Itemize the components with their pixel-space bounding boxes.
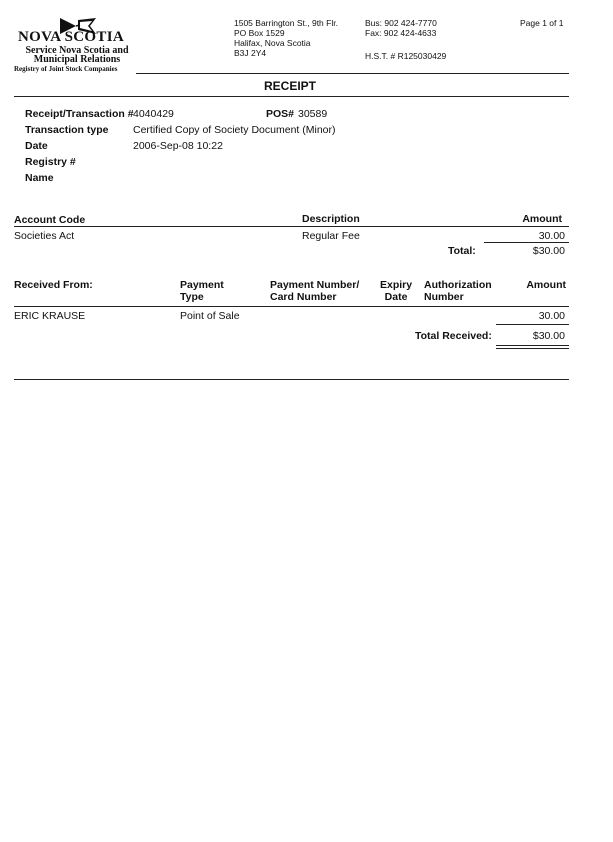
payment-received-from-cell: ERIC KRAUSE (14, 310, 86, 322)
fee-amount-cell: 30.00 (538, 230, 565, 242)
fee-description-cell: Regular Fee (302, 230, 360, 242)
org-name-line3: Registry of Joint Stock Companies (14, 65, 118, 73)
page-number: Page 1 of 1 (520, 18, 564, 28)
date-label: Date (25, 140, 48, 152)
payment-header-rule (14, 306, 569, 307)
col-auth-line1: Authorization (424, 279, 492, 291)
col-expiry-line1: Expiry (380, 279, 413, 291)
payment-subtotal-rule (496, 324, 569, 325)
address-line: B3J 2Y4 (234, 48, 267, 58)
col-received-from: Received From: (14, 279, 93, 291)
pos-value: 30589 (298, 108, 328, 120)
col-payment-number-line1: Payment Number/ (270, 279, 360, 291)
col-payment-type (180, 279, 224, 303)
col-description: Description (302, 213, 360, 225)
address-line: 1505 Barrington St., 9th Flr. (234, 18, 338, 28)
address-block (234, 18, 338, 58)
hst-number: H.S.T. # R125030429 (365, 51, 447, 61)
col-amount: Amount (522, 213, 562, 225)
col-expiry-date (380, 279, 412, 303)
page-title: RECEIPT (264, 79, 317, 93)
fees-total-value: $30.00 (532, 245, 565, 257)
col-payment-number-line2: Card Number (270, 291, 337, 303)
total-received-label: Total Received: (415, 330, 492, 342)
footer-rule (14, 379, 569, 380)
transaction-type-label: Transaction type (25, 124, 109, 136)
payment-amount-cell: 30.00 (538, 310, 565, 322)
total-double-rule-2 (496, 348, 569, 349)
fees-header-rule (14, 226, 569, 227)
pos-label: POS# (266, 108, 295, 120)
phone-bus: Bus: 902 424-7770 (365, 18, 437, 28)
title-rule-top (136, 73, 569, 74)
fees-total-label: Total: (448, 245, 476, 257)
fee-account-cell: Societies Act (14, 230, 75, 242)
title-rule-bottom (14, 96, 569, 97)
receipt-value: 4040429 (133, 108, 174, 120)
col-payment-type-line2: Type (180, 291, 204, 303)
org-name-line2: Municipal Relations (33, 54, 121, 65)
col-account-code: Account Code (14, 214, 86, 226)
col-payment-amount: Amount (526, 279, 566, 291)
col-auth-line2: Number (424, 291, 464, 303)
registry-label: Registry # (25, 156, 76, 168)
col-authorization-number (424, 279, 492, 303)
col-payment-number (270, 279, 359, 303)
col-payment-type-line1: Payment (180, 279, 224, 291)
phone-fax: Fax: 902 424-4633 (365, 28, 437, 38)
address-line: PO Box 1529 (234, 28, 285, 38)
receipt-label: Receipt/Transaction # (25, 108, 134, 120)
logo-wordmark: NOVA SCOTIA (18, 29, 124, 45)
address-line: Halifax, Nova Scotia (234, 38, 311, 48)
fee-subtotal-rule (484, 242, 569, 243)
name-label: Name (25, 172, 54, 184)
total-received-value: $30.00 (532, 330, 565, 342)
total-double-rule-1 (496, 345, 569, 346)
date-value: 2006-Sep-08 10:22 (133, 140, 223, 152)
org-name-line1: Service Nova Scotia and (25, 45, 129, 56)
payment-type-cell: Point of Sale (180, 310, 240, 322)
transaction-type-value: Certified Copy of Society Document (Minor) (133, 124, 336, 136)
col-expiry-line2: Date (384, 291, 408, 303)
